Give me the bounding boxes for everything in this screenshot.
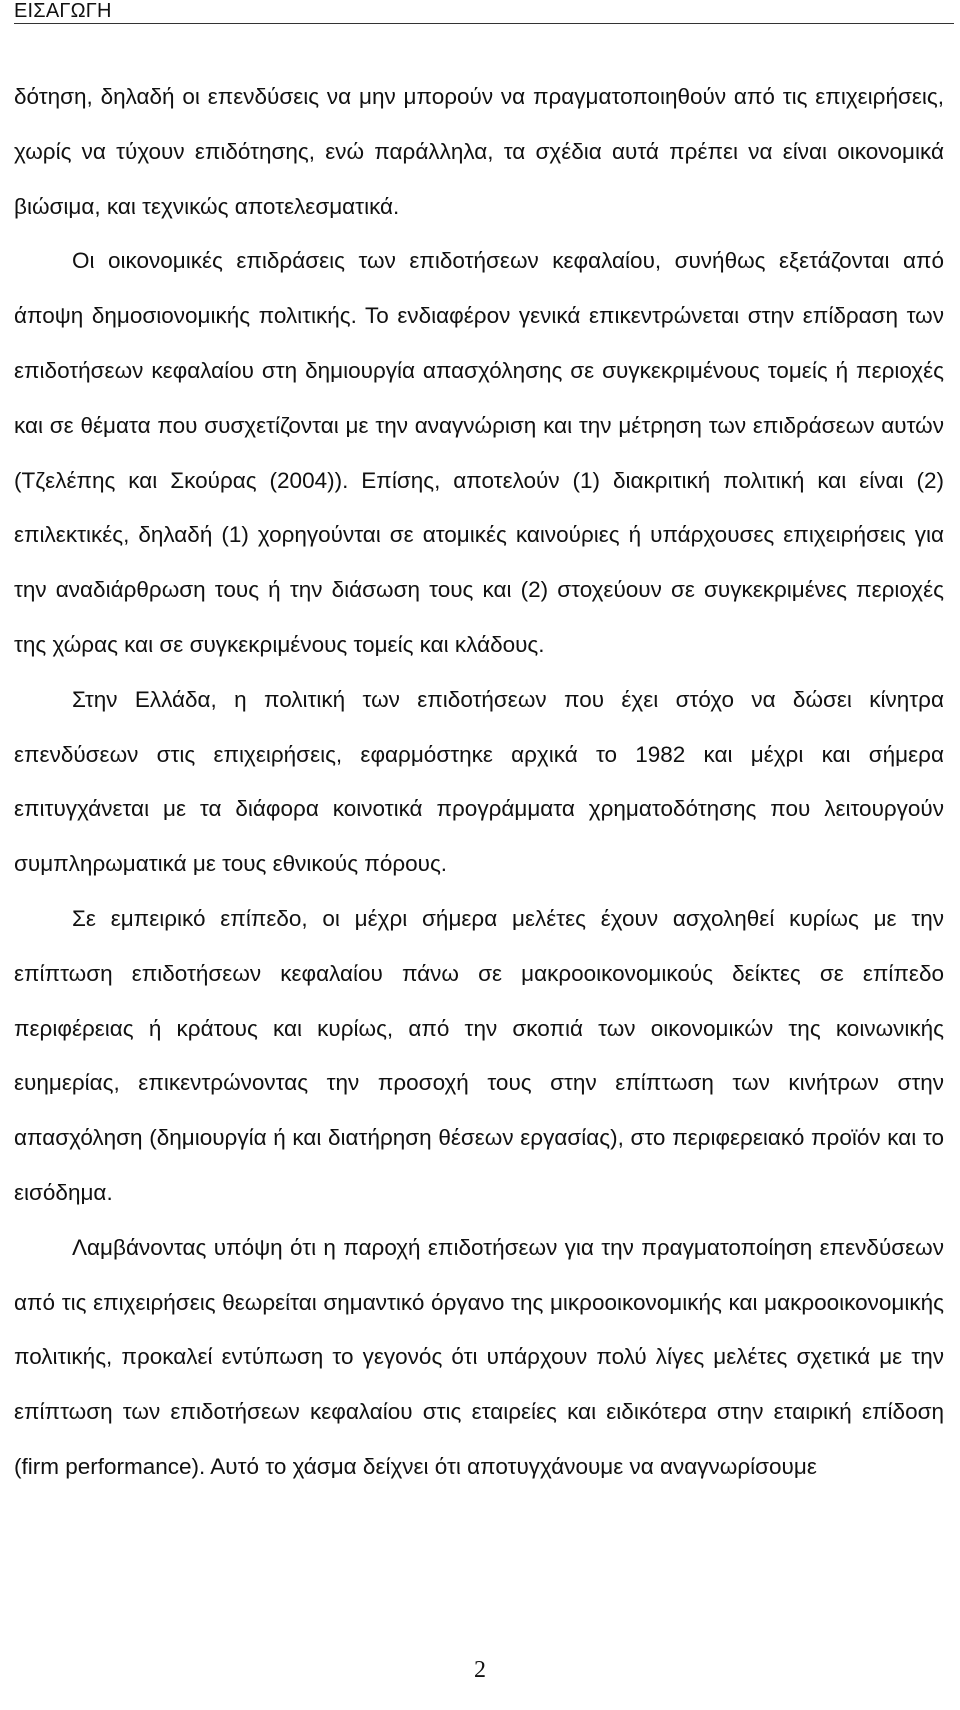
running-header xyxy=(14,0,954,24)
body-text xyxy=(14,70,944,1495)
paragraph-continuation: δότηση, δηλαδή οι επενδύσεις να μην μπορούν να πραγματοποιηθούν από τις επιχειρήσεις, χωρίς να τύχουν επιδότησης, ενώ παράλληλα, τα σχέδια αυτά πρέπει να είναι οικονομικά βιώσιμα, και τεχνικώς αποτελεσματικά. xyxy=(14,84,944,219)
paragraph: Στην Ελλάδα, η πολιτική των επιδοτήσεων που έχει στόχο να δώσει κίνητρα επενδύσεων στις επιχειρήσεις, εφαρμόστηκε αρχικά το 1982 και μέχρι και σήμερα επιτυγχάνεται με τα διάφορα κοινοτικά προγράμματα χρηματοδότησης που λειτουργούν συμπληρωματικά με τους εθνικούς πόρους. xyxy=(14,686,944,877)
paragraph: Σε εμπειρικό επίπεδο, οι μέχρι σήμερα μελέτες έχουν ασχοληθεί κυρίως με την επίπτωση επιδοτήσεων κεφαλαίου πάνω σε μακροοικονομικούς δείκτες σε επίπεδο περιφέρειας ή κράτους και κυρίως, από την σκοπιά των οικονομικών της κοινωνικής ευημερίας, επικεντρώνοντας την προσοχή τους στην επίπτωση των κινήτρων στην απασχόληση (δημιουργία ή και διατήρηση θέσεων εργασίας), στο περιφερειακό προϊόν και το εισόδημα. xyxy=(14,905,944,1205)
chapter-title: ΕΙΣΑΓΩΓΗ xyxy=(14,0,112,22)
header-rule xyxy=(14,23,954,24)
page-number: 2 xyxy=(474,1657,486,1683)
paragraph: Οι οικονομικές επιδράσεις των επιδοτήσεων κεφαλαίου, συνήθως εξετάζονται από άποψη δημοσιονομικής πολιτικής. Το ενδιαφέρον γενικά επικεντρώνεται στην επίδραση των επιδοτήσεων κεφαλαίου στη δημιουργία απασχόλησης σε συγκεκριμένους τομείς ή περιοχές και σε θέματα που συσχετίζονται με την αναγνώριση και την μέτρηση των επιδράσεων αυτών (Τζελέπης και Σκούρας (2004)). Επίσης, αποτελούν (1) διακριτική πολιτική και είναι (2) επιλεκτικές, δηλαδή (1) χορηγούνται σε ατομικές καινούριες ή υπάρχουσες επιχειρήσεις για την αναδιάρθρωση τους ή την διάσωση τους και (2) στοχεύουν σε συγκεκριμένες περιοχές της χώρας και σε συγκεκριμένους τομείς και κλάδους. xyxy=(14,248,944,657)
paragraph: Λαμβάνοντας υπόψη ότι η παροχή επιδοτήσεων για την πραγματοποίηση επενδύσεων από τις επιχειρήσεις θεωρείται σημαντικό όργανο της μικροοικονομικής και μακροοικονομικής πολιτικής, προκαλεί εντύπωση το γεγονός ότι υπάρχουν πολύ λίγες μελέτες σχετικά με την επίπτωση των επιδοτήσεων κεφαλαίου στις εταιρείες και ειδικότερα στην εταιρική επίδοση (firm performance). Αυτό το χάσμα δείχνει ότι αποτυγχάνουμε να αναγνωρίσουμε xyxy=(14,1234,944,1479)
